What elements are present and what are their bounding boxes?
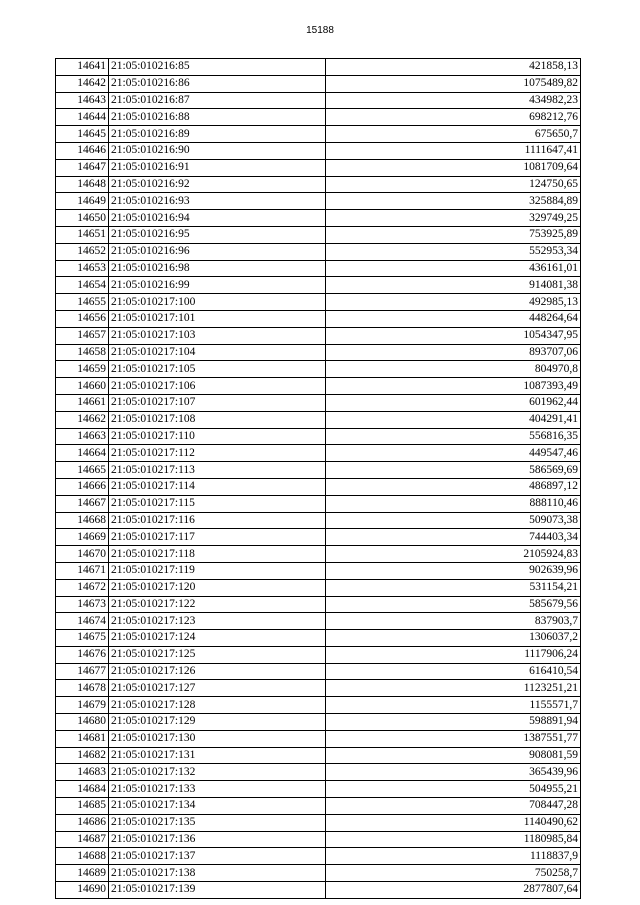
cadastral-number-cell: 21:05:010217:137 (109, 848, 326, 865)
cadastral-number-cell: 21:05:010217:134 (109, 798, 326, 815)
cadastral-value-cell: 1180985,84 (326, 831, 581, 848)
row-number-cell: 14669 (56, 529, 109, 546)
row-number-cell: 14668 (56, 512, 109, 529)
cadastral-value-cell: 1387551,77 (326, 730, 581, 747)
cadastral-number-cell: 21:05:010216:89 (109, 126, 326, 143)
cadastral-value-cell: 893707,06 (326, 344, 581, 361)
table-row (56, 142, 581, 159)
cadastral-number-cell: 21:05:010217:108 (109, 411, 326, 428)
cadastral-value-cell: 556816,35 (326, 428, 581, 445)
cadastral-number-cell: 21:05:010217:118 (109, 546, 326, 563)
cadastral-number-cell: 21:05:010216:88 (109, 109, 326, 126)
table-row (56, 92, 581, 109)
cadastral-number-cell: 21:05:010217:131 (109, 747, 326, 764)
cadastral-value-cell: 531154,21 (326, 579, 581, 596)
row-number-cell: 14645 (56, 126, 109, 143)
table-row (56, 478, 581, 495)
cadastral-number-cell: 21:05:010216:92 (109, 176, 326, 193)
cadastral-number-cell: 21:05:010216:99 (109, 277, 326, 294)
cadastral-number-cell: 21:05:010217:101 (109, 310, 326, 327)
cadastral-number-cell: 21:05:010216:91 (109, 159, 326, 176)
row-number-cell: 14671 (56, 562, 109, 579)
cadastral-value-cell: 552953,34 (326, 243, 581, 260)
cadastral-number-cell: 21:05:010217:112 (109, 445, 326, 462)
table-row (56, 646, 581, 663)
cadastral-value-cell: 598891,94 (326, 714, 581, 731)
cadastral-value-cell: 329749,25 (326, 210, 581, 227)
row-number-cell: 14670 (56, 546, 109, 563)
row-number-cell: 14673 (56, 596, 109, 613)
row-number-cell: 14650 (56, 210, 109, 227)
table-row (56, 210, 581, 227)
cadastral-number-cell: 21:05:010216:94 (109, 210, 326, 227)
table-row (56, 814, 581, 831)
row-number-cell: 14652 (56, 243, 109, 260)
row-number-cell: 14661 (56, 394, 109, 411)
cadastral-number-cell: 21:05:010216:98 (109, 260, 326, 277)
cadastral-value-cell: 675650,7 (326, 126, 581, 143)
row-number-cell: 14644 (56, 109, 109, 126)
table-row (56, 546, 581, 563)
cadastral-value-cell: 421858,13 (326, 59, 581, 76)
cadastral-number-cell: 21:05:010216:86 (109, 75, 326, 92)
table-row (56, 512, 581, 529)
cadastral-value-cell: 404291,41 (326, 411, 581, 428)
row-number-cell: 14679 (56, 697, 109, 714)
row-number-cell: 14643 (56, 92, 109, 109)
table-row (56, 865, 581, 882)
row-number-cell: 14684 (56, 781, 109, 798)
row-number-cell: 14681 (56, 730, 109, 747)
table-row (56, 848, 581, 865)
table-row (56, 428, 581, 445)
cadastral-number-cell: 21:05:010217:135 (109, 814, 326, 831)
table-row (56, 361, 581, 378)
table-row (56, 260, 581, 277)
table-row (56, 680, 581, 697)
table-row (56, 176, 581, 193)
row-number-cell: 14689 (56, 865, 109, 882)
cadastral-number-cell: 21:05:010217:104 (109, 344, 326, 361)
table-row (56, 781, 581, 798)
row-number-cell: 14663 (56, 428, 109, 445)
cadastral-number-cell: 21:05:010216:85 (109, 59, 326, 76)
table-row (56, 882, 581, 899)
cadastral-value-cell: 1054347,95 (326, 327, 581, 344)
row-number-cell: 14688 (56, 848, 109, 865)
row-number-cell: 14664 (56, 445, 109, 462)
cadastral-value-cell: 325884,89 (326, 193, 581, 210)
table-row (56, 193, 581, 210)
cadastral-value-cell: 504955,21 (326, 781, 581, 798)
row-number-cell: 14655 (56, 294, 109, 311)
row-number-cell: 14657 (56, 327, 109, 344)
table-row (56, 529, 581, 546)
table-row (56, 630, 581, 647)
table-row (56, 310, 581, 327)
cadastral-value-cell: 744403,34 (326, 529, 581, 546)
cadastral-number-cell: 21:05:010217:115 (109, 495, 326, 512)
row-number-cell: 14653 (56, 260, 109, 277)
table-row (56, 562, 581, 579)
row-number-cell: 14647 (56, 159, 109, 176)
cadastral-value-cell: 1155571,7 (326, 697, 581, 714)
row-number-cell: 14649 (56, 193, 109, 210)
row-number-cell: 14642 (56, 75, 109, 92)
row-number-cell: 14651 (56, 226, 109, 243)
table-row (56, 663, 581, 680)
table-row (56, 697, 581, 714)
table-row (56, 159, 581, 176)
cadastral-value-cell: 492985,13 (326, 294, 581, 311)
cadastral-value-cell: 448264,64 (326, 310, 581, 327)
cadastral-value-cell: 1117906,24 (326, 646, 581, 663)
table-row (56, 226, 581, 243)
cadastral-value-cell: 914081,38 (326, 277, 581, 294)
row-number-cell: 14646 (56, 142, 109, 159)
cadastral-value-cell: 124750,65 (326, 176, 581, 193)
row-number-cell: 14675 (56, 630, 109, 647)
cadastral-value-cell: 509073,38 (326, 512, 581, 529)
table-row (56, 126, 581, 143)
cadastral-value-cell: 1140490,62 (326, 814, 581, 831)
cadastral-value-cell: 616410,54 (326, 663, 581, 680)
cadastral-value-cell: 449547,46 (326, 445, 581, 462)
table-row (56, 495, 581, 512)
cadastral-value-cell: 888110,46 (326, 495, 581, 512)
cadastral-value-cell: 908081,59 (326, 747, 581, 764)
row-number-cell: 14676 (56, 646, 109, 663)
cadastral-value-cell: 753925,89 (326, 226, 581, 243)
cadastral-number-cell: 21:05:010217:126 (109, 663, 326, 680)
page-number: 15188 (306, 25, 334, 36)
row-number-cell: 14674 (56, 613, 109, 630)
cadastral-number-cell: 21:05:010217:136 (109, 831, 326, 848)
table-row (56, 747, 581, 764)
table-body (56, 59, 581, 899)
cadastral-number-cell: 21:05:010217:105 (109, 361, 326, 378)
cadastral-number-cell: 21:05:010217:103 (109, 327, 326, 344)
table-row (56, 579, 581, 596)
row-number-cell: 14656 (56, 310, 109, 327)
cadastral-value-cell: 1081709,64 (326, 159, 581, 176)
row-number-cell: 14666 (56, 478, 109, 495)
cadastral-value-cell: 585679,56 (326, 596, 581, 613)
cadastral-number-cell: 21:05:010217:139 (109, 882, 326, 899)
row-number-cell: 14672 (56, 579, 109, 596)
row-number-cell: 14687 (56, 831, 109, 848)
table-row (56, 75, 581, 92)
cadastral-number-cell: 21:05:010216:90 (109, 142, 326, 159)
cadastral-value-cell: 1118837,9 (326, 848, 581, 865)
row-number-cell: 14682 (56, 747, 109, 764)
table-row (56, 109, 581, 126)
cadastral-value-cell: 2877807,64 (326, 882, 581, 899)
cadastral-number-cell: 21:05:010217:130 (109, 730, 326, 747)
cadastral-value-cell: 601962,44 (326, 394, 581, 411)
row-number-cell: 14683 (56, 764, 109, 781)
cadastral-number-cell: 21:05:010217:120 (109, 579, 326, 596)
row-number-cell: 14686 (56, 814, 109, 831)
cadastral-number-cell: 21:05:010217:119 (109, 562, 326, 579)
cadastral-value-cell: 434982,23 (326, 92, 581, 109)
cadastral-number-cell: 21:05:010217:117 (109, 529, 326, 546)
cadastral-value-cell: 1087393,49 (326, 378, 581, 395)
cadastral-value-cell: 837903,7 (326, 613, 581, 630)
cadastral-number-cell: 21:05:010217:100 (109, 294, 326, 311)
row-number-cell: 14677 (56, 663, 109, 680)
table-row (56, 327, 581, 344)
table-row (56, 378, 581, 395)
table-row (56, 831, 581, 848)
row-number-cell: 14690 (56, 882, 109, 899)
table-row (56, 798, 581, 815)
cadastral-value-table (55, 58, 581, 899)
cadastral-value-cell: 365439,96 (326, 764, 581, 781)
cadastral-value-cell: 902639,96 (326, 562, 581, 579)
cadastral-number-cell: 21:05:010217:127 (109, 680, 326, 697)
cadastral-number-cell: 21:05:010217:114 (109, 478, 326, 495)
cadastral-value-cell: 1075489,82 (326, 75, 581, 92)
row-number-cell: 14678 (56, 680, 109, 697)
row-number-cell: 14685 (56, 798, 109, 815)
cadastral-number-cell: 21:05:010217:110 (109, 428, 326, 445)
cadastral-number-cell: 21:05:010217:128 (109, 697, 326, 714)
cadastral-value-cell: 486897,12 (326, 478, 581, 495)
row-number-cell: 14648 (56, 176, 109, 193)
cadastral-value-cell: 750258,7 (326, 865, 581, 882)
cadastral-value-cell: 698212,76 (326, 109, 581, 126)
row-number-cell: 14662 (56, 411, 109, 428)
cadastral-value-cell: 586569,69 (326, 462, 581, 479)
table-row (56, 411, 581, 428)
table-row (56, 764, 581, 781)
cadastral-number-cell: 21:05:010217:113 (109, 462, 326, 479)
cadastral-number-cell: 21:05:010217:116 (109, 512, 326, 529)
table-row (56, 344, 581, 361)
cadastral-value-cell: 436161,01 (326, 260, 581, 277)
cadastral-value-cell: 2105924,83 (326, 546, 581, 563)
row-number-cell: 14659 (56, 361, 109, 378)
cadastral-number-cell: 21:05:010217:138 (109, 865, 326, 882)
table-row (56, 445, 581, 462)
cadastral-value-cell: 1111647,41 (326, 142, 581, 159)
table-row (56, 243, 581, 260)
cadastral-number-cell: 21:05:010216:96 (109, 243, 326, 260)
cadastral-number-cell: 21:05:010217:132 (109, 764, 326, 781)
table-row (56, 294, 581, 311)
cadastral-number-cell: 21:05:010217:129 (109, 714, 326, 731)
cadastral-value-cell: 1123251,21 (326, 680, 581, 697)
table-row (56, 596, 581, 613)
cadastral-number-cell: 21:05:010216:87 (109, 92, 326, 109)
cadastral-number-cell: 21:05:010217:125 (109, 646, 326, 663)
table-row (56, 59, 581, 76)
row-number-cell: 14660 (56, 378, 109, 395)
row-number-cell: 14641 (56, 59, 109, 76)
cadastral-number-cell: 21:05:010217:106 (109, 378, 326, 395)
cadastral-number-cell: 21:05:010216:95 (109, 226, 326, 243)
row-number-cell: 14667 (56, 495, 109, 512)
table-row (56, 394, 581, 411)
table-row (56, 714, 581, 731)
table-row (56, 730, 581, 747)
row-number-cell: 14654 (56, 277, 109, 294)
table-row (56, 277, 581, 294)
cadastral-number-cell: 21:05:010217:124 (109, 630, 326, 647)
cadastral-value-cell: 708447,28 (326, 798, 581, 815)
cadastral-number-cell: 21:05:010217:123 (109, 613, 326, 630)
row-number-cell: 14658 (56, 344, 109, 361)
table-row (56, 613, 581, 630)
table-row (56, 462, 581, 479)
row-number-cell: 14665 (56, 462, 109, 479)
cadastral-value-cell: 804970,8 (326, 361, 581, 378)
cadastral-number-cell: 21:05:010217:133 (109, 781, 326, 798)
cadastral-number-cell: 21:05:010216:93 (109, 193, 326, 210)
cadastral-value-cell: 1306037,2 (326, 630, 581, 647)
cadastral-number-cell: 21:05:010217:107 (109, 394, 326, 411)
row-number-cell: 14680 (56, 714, 109, 731)
cadastral-number-cell: 21:05:010217:122 (109, 596, 326, 613)
